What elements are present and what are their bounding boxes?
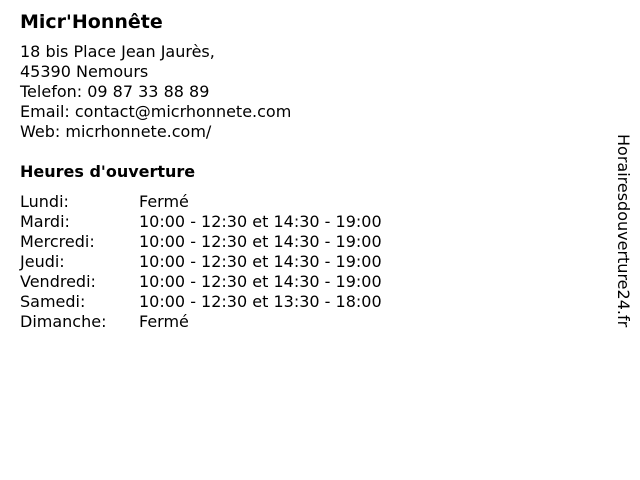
day-hours: 10:00 - 12:30 et 14:30 - 19:00 (139, 212, 382, 231)
email-line: Email: contact@micrhonnete.com (20, 102, 292, 121)
day-hours: 10:00 - 12:30 et 14:30 - 19:00 (139, 272, 382, 291)
web-line: Web: micrhonnete.com/ (20, 122, 212, 141)
hours-row-jeudi (20, 252, 580, 272)
business-name: Micr'Honnête (20, 11, 163, 33)
day-label: Jeudi: (20, 252, 65, 271)
hours-row-lundi (20, 192, 580, 212)
business-card (20, 10, 580, 332)
day-hours: Fermé (139, 192, 189, 211)
phone-line: Telefon: 09 87 33 88 89 (20, 82, 210, 101)
hours-row-vendredi (20, 272, 580, 292)
day-label: Lundi: (20, 192, 69, 211)
opening-hours-heading: Heures d'ouverture (20, 162, 196, 181)
day-label: Samedi: (20, 292, 86, 311)
address-line-1: 18 bis Place Jean Jaurès, (20, 42, 215, 61)
day-label: Mercredi: (20, 232, 95, 251)
hours-row-mercredi (20, 232, 580, 252)
day-hours: Fermé (139, 312, 189, 331)
day-hours: 10:00 - 12:30 et 14:30 - 19:00 (139, 232, 382, 251)
opening-hours-table (20, 192, 580, 332)
address-line-2: 45390 Nemours (20, 62, 149, 81)
site-watermark: Horairesdouverture24.fr (614, 134, 633, 328)
hours-row-mardi (20, 212, 580, 232)
day-label: Vendredi: (20, 272, 96, 291)
contact-block (20, 42, 580, 142)
hours-row-samedi (20, 292, 580, 312)
day-hours: 10:00 - 12:30 et 14:30 - 19:00 (139, 252, 382, 271)
day-label: Mardi: (20, 212, 70, 231)
day-hours: 10:00 - 12:30 et 13:30 - 18:00 (139, 292, 382, 311)
hours-row-dimanche (20, 312, 580, 332)
day-label: Dimanche: (20, 312, 107, 331)
